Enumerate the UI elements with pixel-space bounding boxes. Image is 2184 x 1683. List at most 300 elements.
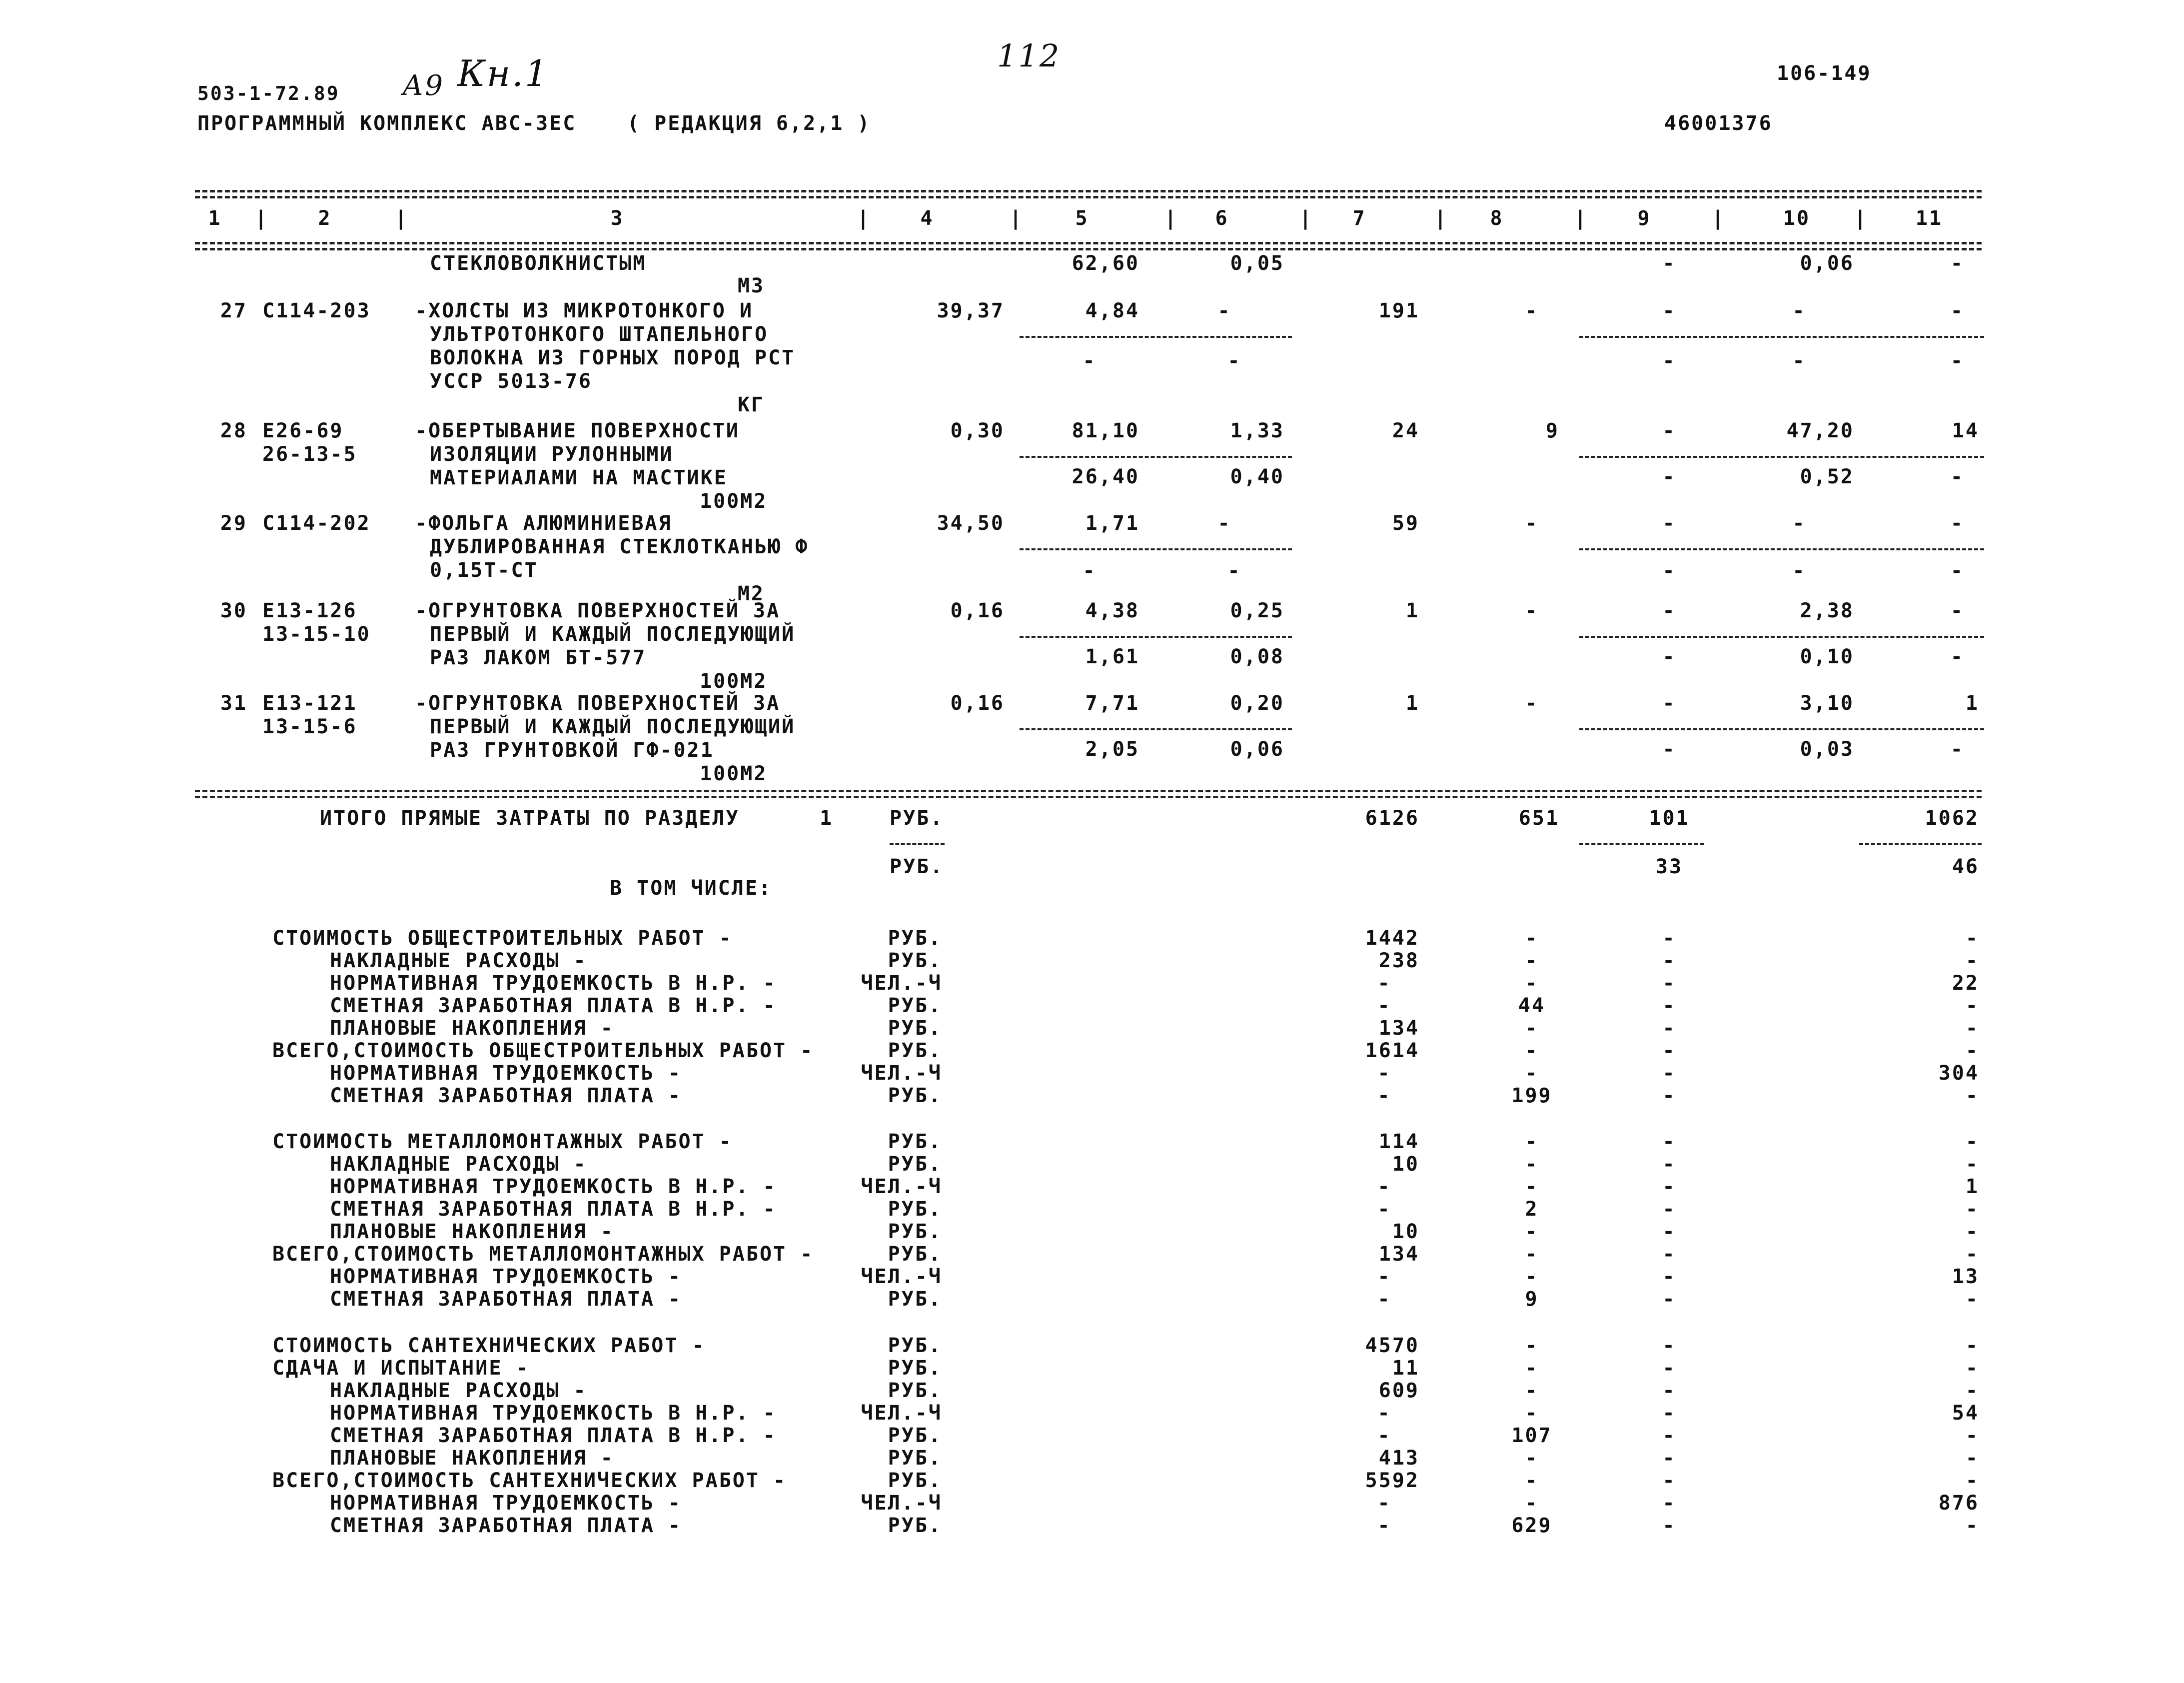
summary-c7: 609 — [1378, 1379, 1419, 1402]
column-separator: | — [1010, 207, 1024, 230]
summary-c8: - — [1525, 1153, 1539, 1176]
summary-c7: 1614 — [1365, 1039, 1419, 1062]
summary-c11: - — [1965, 1514, 1979, 1537]
summary-c11: - — [1965, 1084, 1979, 1107]
item-c7: 24 — [1392, 419, 1419, 442]
summary-c8: - — [1525, 1220, 1539, 1243]
column-header-2: 2 — [318, 207, 332, 230]
item-c5b: - — [1083, 559, 1096, 582]
item-c8: 9 — [1545, 419, 1559, 442]
split-rule — [1579, 336, 1984, 338]
edition: ( РЕДАКЦИЯ 6,2,1 ) — [627, 112, 871, 135]
summary-c8: - — [1525, 927, 1539, 950]
column-header-4: 4 — [920, 207, 934, 230]
totals-c9b: 33 — [1655, 855, 1683, 878]
totals-c8: 651 — [1518, 807, 1559, 830]
item-unit: КГ — [737, 393, 765, 416]
summary-c11: - — [1965, 1447, 1979, 1470]
summary-c8: 44 — [1518, 994, 1546, 1017]
split-rule — [1020, 548, 1292, 550]
summary-unit: ЧЕЛ.-Ч — [861, 1492, 942, 1515]
summary-c9: - — [1662, 1402, 1676, 1425]
item-c9b: - — [1662, 559, 1676, 582]
summary-c11: - — [1965, 1357, 1979, 1380]
item-c10: 3,10 — [1800, 692, 1854, 715]
column-separator: | — [1712, 207, 1726, 230]
item-name-line-1: -ФОЛЬГА АЛЮМИНИЕВАЯ — [415, 512, 672, 535]
item-c11: 14 — [1952, 419, 1979, 442]
summary-label: НАКЛАДНЫЕ РАСХОДЫ - — [330, 949, 587, 972]
summary-label: СТОИМОСТЬ САНТЕХНИЧЕСКИХ РАБОТ - — [272, 1334, 706, 1357]
item-unit: 100М2 — [700, 490, 768, 513]
item-code-2: 26-13-5 — [262, 443, 357, 466]
summary-c11: - — [1965, 1198, 1979, 1221]
summary-unit: РУБ. — [888, 1220, 942, 1243]
summary-label: НОРМАТИВНАЯ ТРУДОЕМКОСТЬ - — [330, 1492, 682, 1515]
summary-c9: - — [1662, 1039, 1676, 1062]
summary-c8: - — [1525, 972, 1539, 995]
item-c6b: - — [1227, 349, 1241, 372]
item-unit: 100М2 — [700, 762, 768, 785]
summary-unit: ЧЕЛ.-Ч — [861, 972, 942, 995]
summary-label: ВСЕГО,СТОИМОСТЬ ОБЩЕСТРОИТЕЛЬНЫХ РАБОТ - — [272, 1039, 814, 1062]
summary-c7: - — [1377, 1062, 1391, 1085]
summary-c7: - — [1377, 1424, 1391, 1447]
summary-c11: - — [1965, 949, 1979, 972]
summary-c9: - — [1662, 1062, 1676, 1085]
summary-c9: - — [1662, 1288, 1676, 1311]
summary-c11: - — [1965, 1424, 1979, 1447]
item-name-line-1: -ХОЛСТЫ ИЗ МИКРОТОНКОГО И — [415, 299, 754, 322]
item-c11b: - — [1950, 738, 1964, 761]
item-c8: - — [1525, 692, 1539, 715]
summary-label: НОРМАТИВНАЯ ТРУДОЕМКОСТЬ - — [330, 1062, 682, 1085]
column-separator: | — [1574, 207, 1588, 230]
item-c11: - — [1950, 299, 1964, 322]
item-name-line-2: УЛЬТРОТОНКОГО ШТАПЕЛЬНОГО — [430, 323, 769, 346]
item-c4: 0,30 — [950, 419, 1005, 442]
item-name-line-3: 0,15Т-СТ — [430, 559, 538, 582]
summary-c9: - — [1662, 1334, 1676, 1357]
item-name-line-3: РАЗ ГРУНТОВКОЙ ГФ-021 — [430, 739, 714, 762]
summary-unit: РУБ. — [888, 1514, 942, 1537]
column-separator: | — [1434, 207, 1448, 230]
summary-c9: - — [1662, 927, 1676, 950]
split-rule — [1579, 636, 1984, 638]
summary-c7: 1442 — [1365, 927, 1419, 950]
summary-unit: РУБ. — [888, 1469, 942, 1492]
item-c6: 0,20 — [1230, 692, 1284, 715]
summary-c9: - — [1662, 1265, 1676, 1288]
summary-c8: - — [1525, 1062, 1539, 1085]
summary-c11: 1 — [1965, 1175, 1979, 1198]
item-c7: 191 — [1378, 299, 1419, 322]
summary-unit: РУБ. — [888, 1288, 942, 1311]
item-c8: - — [1525, 299, 1539, 322]
summary-c7: 5592 — [1365, 1469, 1419, 1492]
item-name-line-1: -ОГРУНТОВКА ПОВЕРХНОСТЕЙ ЗА — [415, 692, 781, 715]
summary-c7: - — [1377, 1492, 1391, 1515]
item-code: Е26-69 — [262, 419, 344, 442]
item-name-line-3: МАТЕРИАЛАМИ НА МАСТИКЕ — [430, 466, 728, 489]
summary-c9: - — [1662, 1514, 1676, 1537]
split-rule — [1579, 456, 1984, 458]
item-c11b: - — [1950, 349, 1964, 372]
split-rule — [890, 843, 945, 845]
summary-unit: РУБ. — [888, 1130, 942, 1153]
item-c10b: 0,03 — [1800, 738, 1854, 761]
item-c10b: - — [1792, 559, 1806, 582]
summary-c8: - — [1525, 1357, 1539, 1380]
summary-c11: 876 — [1938, 1492, 1979, 1515]
item-number: 27 — [220, 299, 247, 322]
column-separator: | — [1299, 207, 1313, 230]
document-id: 46001376 — [1664, 112, 1773, 135]
totals-section: 1 — [820, 807, 834, 830]
summary-c11: - — [1965, 1153, 1979, 1176]
item-c6: - — [1217, 512, 1231, 535]
summary-c8: - — [1525, 1265, 1539, 1288]
summary-c11: - — [1965, 1220, 1979, 1243]
summary-c9: - — [1662, 972, 1676, 995]
summary-c11: - — [1965, 1130, 1979, 1153]
summary-c11: - — [1965, 1469, 1979, 1492]
table-top-rule-2 — [195, 196, 1982, 198]
header-bottom-rule — [195, 242, 1982, 244]
summary-c11: - — [1965, 1334, 1979, 1357]
summary-c7: - — [1377, 1084, 1391, 1107]
column-separator: | — [857, 207, 871, 230]
column-header-6: 6 — [1215, 207, 1229, 230]
summary-c7: - — [1377, 1265, 1391, 1288]
item-c9: - — [1662, 692, 1676, 715]
summary-label: СМЕТНАЯ ЗАРАБОТНАЯ ПЛАТА В Н.Р. - — [330, 1424, 777, 1447]
item-c9b: - — [1662, 738, 1676, 761]
summary-c9: - — [1662, 1243, 1676, 1266]
item-c5b: 26,40 — [1072, 465, 1139, 488]
item-c11b: - — [1950, 559, 1964, 582]
item-c9: - — [1662, 599, 1676, 622]
summary-c11: 22 — [1952, 972, 1979, 995]
summary-unit: РУБ. — [888, 1424, 942, 1447]
item-c11: 1 — [1965, 692, 1979, 715]
summary-c7: - — [1377, 1402, 1391, 1425]
item-c11b: - — [1950, 645, 1964, 668]
summary-c7: - — [1377, 994, 1391, 1017]
summary-label: СМЕТНАЯ ЗАРАБОТНАЯ ПЛАТА В Н.Р. - — [330, 1198, 777, 1221]
summary-c7: 114 — [1378, 1130, 1419, 1153]
summary-c7: - — [1377, 1514, 1391, 1537]
summary-unit: РУБ. — [888, 949, 942, 972]
cont-c5: 62,60 — [1072, 252, 1139, 275]
table-top-rule — [195, 190, 1982, 192]
summary-c11: - — [1965, 1379, 1979, 1402]
item-c5: 7,71 — [1085, 692, 1139, 715]
item-c6: - — [1217, 299, 1231, 322]
summary-label: СМЕТНАЯ ЗАРАБОТНАЯ ПЛАТА - — [330, 1288, 682, 1311]
summary-c8: - — [1525, 1492, 1539, 1515]
item-c7: 1 — [1405, 599, 1419, 622]
header-bottom-rule-2 — [195, 248, 1982, 250]
summary-unit: РУБ. — [888, 994, 942, 1017]
item-c10: 47,20 — [1786, 419, 1854, 442]
summary-unit: РУБ. — [888, 1243, 942, 1266]
summary-c8: - — [1525, 1402, 1539, 1425]
summary-label: СМЕТНАЯ ЗАРАБОТНАЯ ПЛАТА - — [330, 1084, 682, 1107]
summary-label: НОРМАТИВНАЯ ТРУДОЕМКОСТЬ - — [330, 1265, 682, 1288]
summary-c11: 13 — [1952, 1265, 1979, 1288]
summary-c7: 10 — [1392, 1153, 1419, 1176]
item-code: Е13-126 — [262, 599, 357, 622]
item-number: 31 — [220, 692, 247, 715]
summary-c9: - — [1662, 1084, 1676, 1107]
summary-c9: - — [1662, 1175, 1676, 1198]
column-header-3: 3 — [610, 207, 624, 230]
summary-c7: 134 — [1378, 1017, 1419, 1040]
summary-c8: - — [1525, 1243, 1539, 1266]
item-c10: - — [1792, 299, 1806, 322]
item-c9b: - — [1662, 465, 1676, 488]
summary-unit: РУБ. — [888, 1084, 942, 1107]
item-number: 28 — [220, 419, 247, 442]
split-rule — [1020, 636, 1292, 638]
summary-label: НОРМАТИВНАЯ ТРУДОЕМКОСТЬ В Н.Р. - — [330, 1402, 777, 1425]
column-separator: | — [1854, 207, 1868, 230]
totals-label: ИТОГО ПРЯМЫЕ ЗАТРАТЫ ПО РАЗДЕЛУ — [320, 807, 740, 830]
summary-label: СМЕТНАЯ ЗАРАБОТНАЯ ПЛАТА - — [330, 1514, 682, 1537]
summary-c7: 4570 — [1365, 1334, 1419, 1357]
summary-label: ВСЕГО,СТОИМОСТЬ САНТЕХНИЧЕСКИХ РАБОТ - — [272, 1469, 787, 1492]
summary-label: НОРМАТИВНАЯ ТРУДОЕМКОСТЬ В Н.Р. - — [330, 1175, 777, 1198]
split-rule — [1579, 843, 1704, 845]
summary-c8: - — [1525, 1334, 1539, 1357]
summary-c7: 11 — [1392, 1357, 1419, 1380]
summary-c9: - — [1662, 949, 1676, 972]
item-c6b: 0,40 — [1230, 465, 1284, 488]
item-c5: 4,38 — [1085, 599, 1139, 622]
item-name-line-2: ПЕРВЫЙ И КАЖДЫЙ ПОСЛЕДУЮЩИЙ — [430, 715, 796, 738]
item-c11b: - — [1950, 465, 1964, 488]
item-c4: 39,37 — [937, 299, 1005, 322]
summary-label: НОРМАТИВНАЯ ТРУДОЕМКОСТЬ В Н.Р. - — [330, 972, 777, 995]
summary-c11: - — [1965, 1243, 1979, 1266]
summary-unit: РУБ. — [888, 1447, 942, 1470]
totals-c11: 1062 — [1925, 807, 1979, 830]
column-separator: | — [395, 207, 409, 230]
summary-c7: 413 — [1378, 1447, 1419, 1470]
item-name-line-2: ПЕРВЫЙ И КАЖДЫЙ ПОСЛЕДУЮЩИЙ — [430, 623, 796, 646]
split-rule — [1020, 456, 1292, 458]
column-separator: | — [1164, 207, 1178, 230]
summary-unit: РУБ. — [888, 1017, 942, 1040]
summary-unit: РУБ. — [888, 1379, 942, 1402]
summary-c7: 134 — [1378, 1243, 1419, 1266]
column-header-10: 10 — [1783, 207, 1811, 230]
including-label: В ТОМ ЧИСЛЕ: — [610, 877, 772, 900]
summary-label: СДАЧА И ИСПЫТАНИЕ - — [272, 1357, 530, 1380]
book-number-handwritten: Кн.1 — [457, 52, 549, 94]
split-rule — [1579, 548, 1984, 550]
summary-c11: - — [1965, 994, 1979, 1017]
summary-c9: - — [1662, 1130, 1676, 1153]
totals-top-rule-2 — [195, 796, 1982, 798]
item-number: 29 — [220, 512, 247, 535]
item-code: С114-203 — [262, 299, 371, 322]
item-c9b: - — [1662, 645, 1676, 668]
item-c11: - — [1950, 512, 1964, 535]
item-c6: 0,25 — [1230, 599, 1284, 622]
summary-label: СТОИМОСТЬ ОБЩЕСТРОИТЕЛЬНЫХ РАБОТ - — [272, 927, 733, 950]
cont-c10: 0,06 — [1800, 252, 1854, 275]
summary-c8: - — [1525, 949, 1539, 972]
summary-c11: 54 — [1952, 1402, 1979, 1425]
item-name-line-4: УССР 5013-76 — [430, 370, 592, 393]
item-name-line-2: ИЗОЛЯЦИИ РУЛОННЫМИ — [430, 443, 674, 466]
summary-c7: 10 — [1392, 1220, 1419, 1243]
summary-unit: ЧЕЛ.-Ч — [861, 1265, 942, 1288]
item-name-line-3: ВОЛОКНА ИЗ ГОРНЫХ ПОРОД РСТ — [430, 346, 796, 369]
item-code-2: 13-15-6 — [262, 715, 357, 738]
item-c9: - — [1662, 299, 1676, 322]
summary-unit: ЧЕЛ.-Ч — [861, 1402, 942, 1425]
summary-c11: - — [1965, 1288, 1979, 1311]
column-header-1: 1 — [208, 207, 222, 230]
item-c10: - — [1792, 512, 1806, 535]
summary-c9: - — [1662, 994, 1676, 1017]
page-number-handwritten: 112 — [997, 37, 1061, 74]
split-rule — [1020, 728, 1292, 730]
item-c5b: 2,05 — [1085, 738, 1139, 761]
item-c10b: 0,52 — [1800, 465, 1854, 488]
summary-c7: - — [1377, 1175, 1391, 1198]
column-separator: | — [255, 207, 269, 230]
summary-c8: 199 — [1511, 1084, 1552, 1107]
item-c7: 1 — [1405, 692, 1419, 715]
item-c4: 0,16 — [950, 692, 1005, 715]
summary-c11: - — [1965, 927, 1979, 950]
item-c7: 59 — [1392, 512, 1419, 535]
column-header-7: 7 — [1352, 207, 1366, 230]
summary-c9: - — [1662, 1379, 1676, 1402]
item-c6: 1,33 — [1230, 419, 1284, 442]
summary-c9: - — [1662, 1220, 1676, 1243]
series-code: 503-1-72.89 — [197, 82, 340, 104]
item-c5b: 1,61 — [1085, 645, 1139, 668]
item-name-line-3: РАЗ ЛАКОМ БТ-577 — [430, 646, 647, 669]
item-c10b: - — [1792, 349, 1806, 372]
summary-unit: РУБ. — [888, 927, 942, 950]
cont-c9: - — [1662, 252, 1676, 275]
totals-c11b: 46 — [1952, 855, 1979, 878]
summary-unit: ЧЕЛ.-Ч — [861, 1175, 942, 1198]
item-c5b: - — [1083, 349, 1096, 372]
summary-c8: 9 — [1525, 1288, 1539, 1311]
item-name-line-1: -ОБЕРТЫВАНИЕ ПОВЕРХНОСТИ — [415, 419, 740, 442]
summary-c7: - — [1377, 972, 1391, 995]
totals-top-rule — [195, 790, 1982, 792]
column-header-8: 8 — [1490, 207, 1504, 230]
item-c5: 4,84 — [1085, 299, 1139, 322]
totals-c7: 6126 — [1365, 807, 1419, 830]
summary-label: СТОИМОСТЬ МЕТАЛЛОМОНТАЖНЫХ РАБОТ - — [272, 1130, 733, 1153]
summary-c9: - — [1662, 1492, 1676, 1515]
split-rule — [1020, 336, 1292, 338]
summary-label: НАКЛАДНЫЕ РАСХОДЫ - — [330, 1379, 587, 1402]
sheet-range: 106-149 — [1777, 62, 1872, 85]
column-header-11: 11 — [1915, 207, 1943, 230]
summary-label: ПЛАНОВЫЕ НАКОПЛЕНИЯ - — [330, 1220, 614, 1243]
summary-c9: - — [1662, 1198, 1676, 1221]
summary-c9: - — [1662, 1357, 1676, 1380]
summary-c11: - — [1965, 1017, 1979, 1040]
item-c5: 1,71 — [1085, 512, 1139, 535]
cont-c6: 0,05 — [1230, 252, 1284, 275]
item-unit: 100М2 — [700, 670, 768, 693]
column-header-5: 5 — [1075, 207, 1089, 230]
item-c4: 0,16 — [950, 599, 1005, 622]
summary-c8: - — [1525, 1447, 1539, 1470]
summary-c9: - — [1662, 1424, 1676, 1447]
program-title: ПРОГРАММНЫЙ КОМПЛЕКС АВС-3ЕС — [197, 112, 577, 135]
cont-c11: - — [1950, 252, 1964, 275]
item-c8: - — [1525, 512, 1539, 535]
summary-unit: РУБ. — [888, 1198, 942, 1221]
summary-c8: 2 — [1525, 1198, 1539, 1221]
summary-c8: - — [1525, 1130, 1539, 1153]
summary-c9: - — [1662, 1447, 1676, 1470]
summary-label: ПЛАНОВЫЕ НАКОПЛЕНИЯ - — [330, 1017, 614, 1040]
summary-unit: РУБ. — [888, 1039, 942, 1062]
item-c11: - — [1950, 599, 1964, 622]
summary-label: ВСЕГО,СТОИМОСТЬ МЕТАЛЛОМОНТАЖНЫХ РАБОТ - — [272, 1243, 814, 1266]
item-c10b: 0,10 — [1800, 645, 1854, 668]
item-c10: 2,38 — [1800, 599, 1854, 622]
summary-c7: - — [1377, 1198, 1391, 1221]
summary-unit: ЧЕЛ.-Ч — [861, 1062, 942, 1085]
summary-c11: 304 — [1938, 1062, 1979, 1085]
item-c4: 34,50 — [937, 512, 1005, 535]
summary-c7: 238 — [1378, 949, 1419, 972]
summary-c11: - — [1965, 1039, 1979, 1062]
summary-c9: - — [1662, 1153, 1676, 1176]
summary-c8: - — [1525, 1039, 1539, 1062]
cont-unit: М3 — [737, 274, 765, 297]
summary-c8: - — [1525, 1469, 1539, 1492]
summary-c9: - — [1662, 1017, 1676, 1040]
item-name-line-2: ДУБЛИРОВАННАЯ СТЕКЛОТКАНЬЮ Ф — [430, 535, 809, 558]
column-header-9: 9 — [1637, 207, 1651, 230]
cont-name: СТЕКЛОВОЛКНИСТЫМ — [430, 252, 647, 275]
summary-c8: 107 — [1511, 1424, 1552, 1447]
summary-c8: 629 — [1511, 1514, 1552, 1537]
item-c8: - — [1525, 599, 1539, 622]
item-name-line-1: -ОГРУНТОВКА ПОВЕРХНОСТЕЙ ЗА — [415, 599, 781, 622]
summary-label: НАКЛАДНЫЕ РАСХОДЫ - — [330, 1153, 587, 1176]
summary-c8: - — [1525, 1017, 1539, 1040]
summary-label: СМЕТНАЯ ЗАРАБОТНАЯ ПЛАТА В Н.Р. - — [330, 994, 777, 1017]
item-c9: - — [1662, 512, 1676, 535]
totals-unit-2: РУБ. — [890, 855, 944, 878]
item-code-2: 13-15-10 — [262, 623, 371, 646]
item-c6b: - — [1227, 559, 1241, 582]
summary-unit: РУБ. — [888, 1153, 942, 1176]
summary-c8: - — [1525, 1175, 1539, 1198]
item-c9: - — [1662, 419, 1676, 442]
split-rule — [1579, 728, 1984, 730]
summary-c9: - — [1662, 1469, 1676, 1492]
item-code: Е13-121 — [262, 692, 357, 715]
summary-unit: РУБ. — [888, 1334, 942, 1357]
